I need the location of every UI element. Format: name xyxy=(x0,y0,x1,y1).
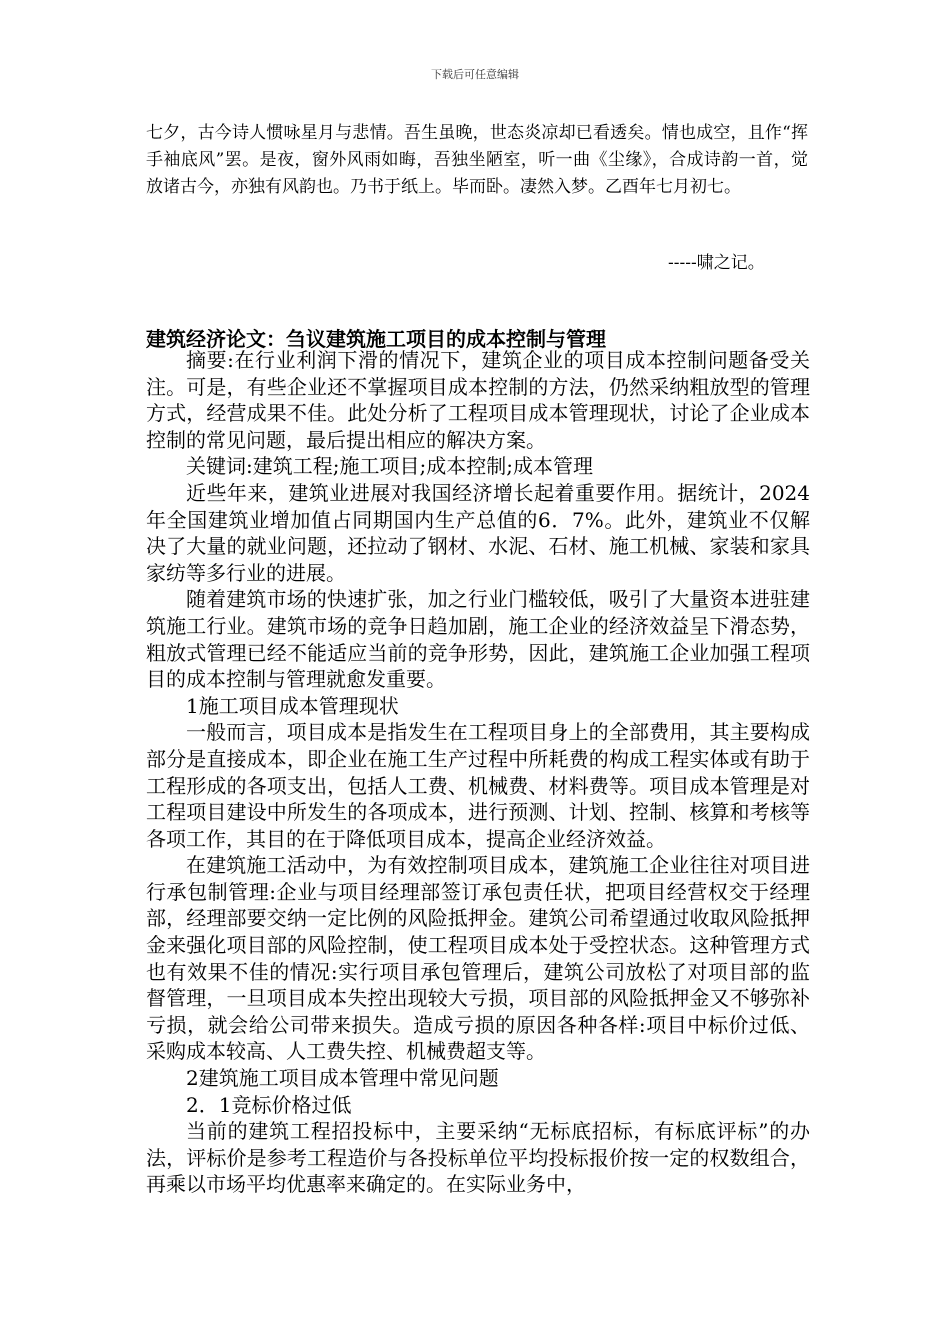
abstract-paragraph: 摘要:在行业利润下滑的情况下，建筑企业的项目成本控制问题备受关注。可是，有些企业还不掌握项目成本控制的方法，仍然采纳粗放型的管理方式，经营成果不佳。此处分析了工程项目成本管理现状，讨论了企业成本控制的常见问题，最后提出相应的解决方案。 xyxy=(146,348,810,452)
article-body xyxy=(146,347,810,1198)
page-header: 下载后可任意编辑 xyxy=(431,68,519,81)
subsection-heading: 2．1竞标价格过低 xyxy=(186,1092,352,1117)
body-paragraph: 一般而言，项目成本是指发生在工程项目身上的全部费用，其主要构成部分是直接成本，即企业在施工生产过程中所耗费的构成工程实体或有助于工程形成的各项支出，包括人工费、机械费、材料费等。项目成本管理是对工程项目建设中所发生的各项成本，进行预测、计划、控制、核算和考核等各项工作，其目的在于降低项目成本，提高企业经济效益。 xyxy=(146,720,810,851)
body-paragraph: 随着建筑市场的快速扩张，加之行业门槛较低，吸引了大量资本进驻建筑施工行业。建筑市场的竞争日趋加剧，施工企业的经济效益呈下滑态势，粗放式管理已经不能适应当前的竞争形势，因此，建筑施工企业加强工程项目的成本控制与管理就愈发重要。 xyxy=(146,587,810,692)
prologue-text: 七夕，古今诗人惯咏星月与悲情。吾生虽晚，世态炎凉却已看透矣。情也成空，且作“挥手袖底风”罢。是夜，窗外风雨如晦，吾独坐陋室，听一曲《尘缘》，合成诗韵一首，觉放诸古今，亦独有风韵也。乃书于纸上。毕而卧。凄然入梦。乙酉年七月初七。 xyxy=(146,123,808,197)
body-paragraph: 在建筑施工活动中，为有效控制项目成本，建筑施工企业往往对项目进行承包制管理:企业与项目经理部签订承包责任状，把项目经营权交于经理部，经理部要交纳一定比例的风险抵押金。建筑公司希望通过收取风险抵押金来强化项目部的风险控制，使工程项目成本处于受控状态。这种管理方式也有效果不佳的情况:实行项目承包管理后，建筑公司放松了对项目部的监督管理，一旦项目成本失控出现较大亏损，项目部的风险抵押金又不够弥补亏损，就会给公司带来损失。造成亏损的原因各种各样:项目中标价过低、采购成本较高、人工费失控、机械费超支等。 xyxy=(146,853,810,1064)
article-title: 建筑经济论文：刍议建筑施工项目的成本控制与管理 xyxy=(146,327,606,351)
body-paragraph: 当前的建筑工程招投标中，主要采纳“无标底招标，有标底评标”的办法，评标价是参考工程造价与各投标单位平均投标报价按一定的权数组合，再乘以市场平均优惠率来确定的。在实际业务中， xyxy=(146,1119,810,1197)
prologue-signature: -----啸之记。 xyxy=(668,253,765,273)
body-paragraph: 近些年来，建筑业进展对我国经济增长起着重要作用。据统计，2024年全国建筑业增加值占同期国内生产总值的6．7%。此外，建筑业不仅解决了大量的就业问题，还拉动了钢材、水泥、石材、施工机械、家装和家具家纺等多行业的进展。 xyxy=(146,480,810,585)
section-heading: 2建筑施工项目成本管理中常见问题 xyxy=(186,1066,499,1091)
keywords-paragraph: 关键词:建筑工程;施工项目;成本控制;成本管理 xyxy=(186,454,593,479)
section-heading: 1施工项目成本管理现状 xyxy=(186,693,399,718)
